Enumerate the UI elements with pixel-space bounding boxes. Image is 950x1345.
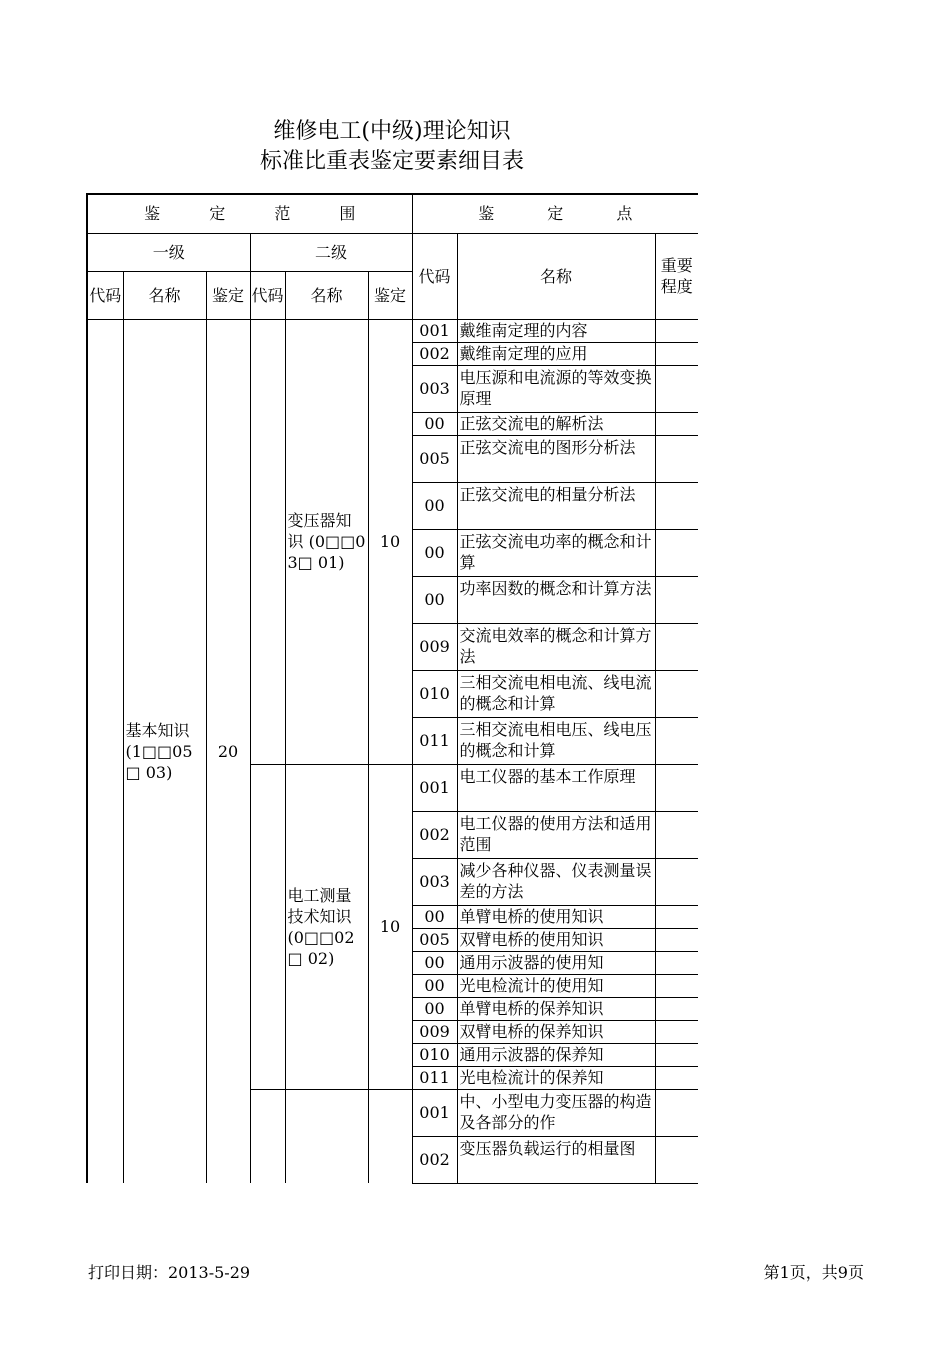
point-name-cell: 正弦交流电功率的概念和计算 bbox=[457, 529, 655, 576]
importance-cell bbox=[655, 858, 698, 905]
point-name-cell: 单臂电桥的使用知识 bbox=[457, 905, 655, 928]
point-code-header: 代码 bbox=[412, 233, 457, 319]
importance-cell bbox=[655, 811, 698, 858]
point-code-cell: 00 bbox=[412, 576, 457, 623]
importance-cell bbox=[655, 482, 698, 529]
level2-ratio-cell: 10 bbox=[368, 319, 412, 764]
point-code-cell: 001 bbox=[412, 1089, 457, 1136]
point-code-cell: 00 bbox=[412, 412, 457, 435]
point-code-cell: 010 bbox=[412, 1043, 457, 1066]
importance-cell bbox=[655, 1043, 698, 1066]
importance-cell bbox=[655, 342, 698, 365]
point-name-cell: 电工仪器的基本工作原理 bbox=[457, 764, 655, 811]
level1-name-cell: 基本知识 (1□□05□ 03) bbox=[123, 319, 206, 1183]
importance-cell bbox=[655, 951, 698, 974]
level2-name-cell bbox=[285, 1089, 368, 1183]
importance-cell bbox=[655, 928, 698, 951]
level2-ratio-cell bbox=[368, 1089, 412, 1183]
point-code-cell: 00 bbox=[412, 951, 457, 974]
level2-name-cell: 电工测量技术知识 (0□□02□ 02) bbox=[285, 764, 368, 1089]
point-name-cell: 减少各种仪器、仪表测量误差的方法 bbox=[457, 858, 655, 905]
point-code-cell: 009 bbox=[412, 623, 457, 670]
point-name-cell: 光电检流计的使用知 bbox=[457, 974, 655, 997]
header-row-2 bbox=[87, 233, 698, 271]
level2-ratio-cell: 10 bbox=[368, 764, 412, 1089]
point-name-cell: 电压源和电流源的等效变换原理 bbox=[457, 365, 655, 412]
point-code-cell: 002 bbox=[412, 1136, 457, 1183]
importance-cell bbox=[655, 1020, 698, 1043]
point-name-header: 名称 bbox=[457, 233, 655, 319]
point-code-cell: 009 bbox=[412, 1020, 457, 1043]
page-number: 第1页，共9页 bbox=[763, 1263, 864, 1282]
level2-code-cell bbox=[250, 319, 285, 764]
point-name-cell: 正弦交流电的解析法 bbox=[457, 412, 655, 435]
scope-header: 鉴 定 范 围 bbox=[87, 194, 412, 233]
point-code-cell: 001 bbox=[412, 764, 457, 811]
level1-name-header: 名称 bbox=[123, 271, 206, 319]
importance-cell bbox=[655, 529, 698, 576]
importance-cell bbox=[655, 435, 698, 482]
level2-header: 二级 bbox=[250, 233, 412, 271]
appraisal-table-frame bbox=[86, 193, 698, 1185]
point-code-cell: 011 bbox=[412, 717, 457, 764]
point-name-cell: 三相交流电相电流、线电流的概念和计算 bbox=[457, 670, 655, 717]
point-code-cell: 010 bbox=[412, 670, 457, 717]
importance-cell bbox=[655, 576, 698, 623]
level1-code-header: 代码 bbox=[87, 271, 123, 319]
point-code-cell: 00 bbox=[412, 482, 457, 529]
point-code-cell: 002 bbox=[412, 342, 457, 365]
importance-cell bbox=[655, 1136, 698, 1183]
point-name-cell: 双臂电桥的使用知识 bbox=[457, 928, 655, 951]
importance-cell bbox=[655, 1089, 698, 1136]
point-name-cell: 功率因数的概念和计算方法 bbox=[457, 576, 655, 623]
points-header: 鉴 定 点 bbox=[412, 194, 698, 233]
level1-ratio-cell: 20 bbox=[206, 319, 250, 1183]
level2-name-cell: 变压器知识 (0□□03□ 01) bbox=[285, 319, 368, 764]
importance-cell bbox=[655, 365, 698, 412]
level2-code-cell bbox=[250, 764, 285, 1089]
point-name-cell: 单臂电桥的保养知识 bbox=[457, 997, 655, 1020]
importance-cell bbox=[655, 764, 698, 811]
point-code-cell: 00 bbox=[412, 905, 457, 928]
point-name-cell: 正弦交流电的图形分析法 bbox=[457, 435, 655, 482]
importance-cell bbox=[655, 974, 698, 997]
importance-cell bbox=[655, 319, 698, 342]
point-name-cell: 交流电效率的概念和计算方法 bbox=[457, 623, 655, 670]
point-name-cell: 中、小型电力变压器的构造及各部分的作 bbox=[457, 1089, 655, 1136]
point-name-cell: 双臂电桥的保养知识 bbox=[457, 1020, 655, 1043]
point-code-cell: 003 bbox=[412, 365, 457, 412]
level1-header: 一级 bbox=[87, 233, 250, 271]
level2-code-cell bbox=[250, 1089, 285, 1183]
importance-cell bbox=[655, 412, 698, 435]
point-name-cell: 正弦交流电的相量分析法 bbox=[457, 482, 655, 529]
page-title-line2: 标准比重表鉴定要素细目表 bbox=[259, 149, 524, 174]
level1-code-cell bbox=[87, 319, 123, 1183]
point-code-cell: 002 bbox=[412, 811, 457, 858]
point-name-cell: 戴维南定理的内容 bbox=[457, 319, 655, 342]
point-code-cell: 00 bbox=[412, 529, 457, 576]
page-title-line1: 维修电工(中级)理论知识 bbox=[273, 119, 511, 144]
point-name-cell: 通用示波器的保养知 bbox=[457, 1043, 655, 1066]
point-code-cell: 005 bbox=[412, 928, 457, 951]
importance-cell bbox=[655, 905, 698, 928]
table-row bbox=[87, 319, 698, 342]
point-code-cell: 00 bbox=[412, 997, 457, 1020]
importance-cell bbox=[655, 623, 698, 670]
point-code-cell: 003 bbox=[412, 858, 457, 905]
appraisal-table bbox=[86, 193, 698, 1184]
level1-appraise-header: 鉴定 bbox=[206, 271, 250, 319]
point-code-cell: 00 bbox=[412, 974, 457, 997]
importance-cell bbox=[655, 997, 698, 1020]
print-date: 打印日期：2013-5-29 bbox=[88, 1263, 251, 1282]
level2-code-header: 代码 bbox=[250, 271, 285, 319]
point-code-cell: 005 bbox=[412, 435, 457, 482]
header-row-1 bbox=[87, 194, 698, 233]
level2-appraise-header: 鉴定 bbox=[368, 271, 412, 319]
importance-cell bbox=[655, 670, 698, 717]
point-code-cell: 001 bbox=[412, 319, 457, 342]
importance-header: 重要程度 bbox=[655, 233, 698, 319]
point-name-cell: 通用示波器的使用知 bbox=[457, 951, 655, 974]
level2-name-header: 名称 bbox=[285, 271, 368, 319]
point-code-cell: 011 bbox=[412, 1066, 457, 1089]
importance-cell bbox=[655, 1066, 698, 1089]
point-name-cell: 戴维南定理的应用 bbox=[457, 342, 655, 365]
point-name-cell: 三相交流电相电压、线电压的概念和计算 bbox=[457, 717, 655, 764]
point-name-cell: 电工仪器的使用方法和适用范围 bbox=[457, 811, 655, 858]
point-name-cell: 光电检流计的保养知 bbox=[457, 1066, 655, 1089]
importance-cell bbox=[655, 717, 698, 764]
point-name-cell: 变压器负载运行的相量图 bbox=[457, 1136, 655, 1183]
